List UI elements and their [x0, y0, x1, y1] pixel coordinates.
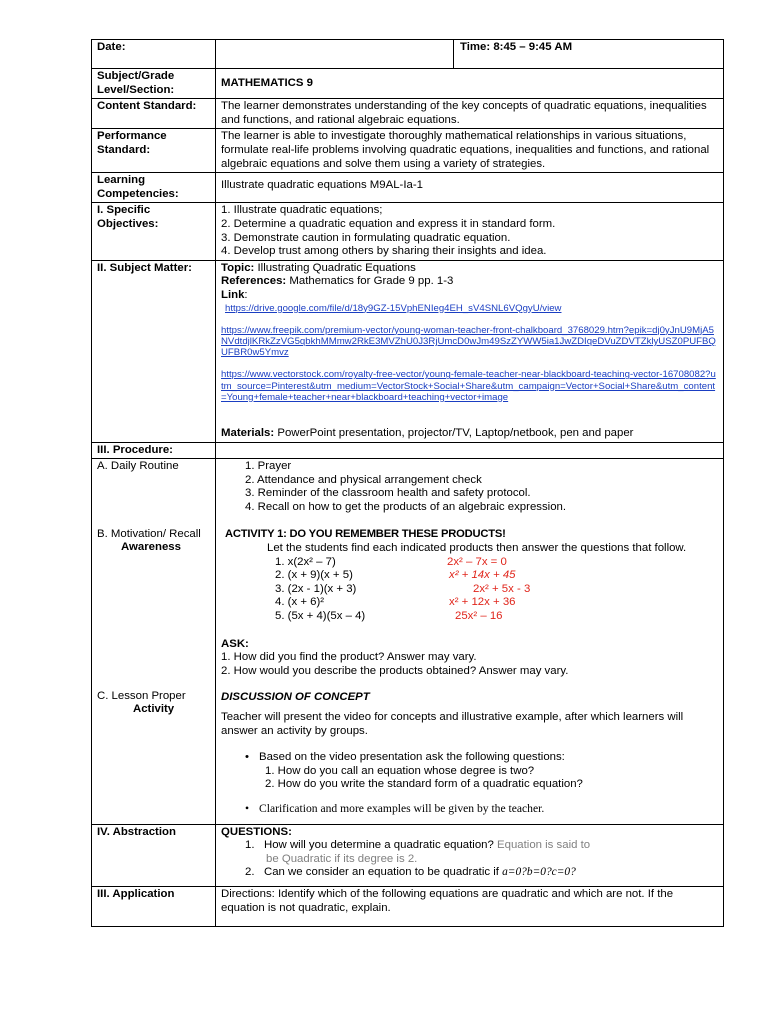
question-answer-continued: be Quadratic if its degree is 2. — [266, 852, 418, 865]
performance-standard-label: Performance Standard: — [92, 129, 216, 173]
references-label: References: — [221, 275, 287, 288]
row-date — [92, 40, 724, 69]
performance-standard-value: The learner is able to investigate thoroughly mathematical relationships in various situations, formulate real-life problems involving quadratic equations, inequalities and functions, and rational algebraic equations and solve them using a variety of strategies. — [216, 129, 724, 173]
materials-line — [221, 427, 718, 441]
question-math: a=0?b=0?c=0? — [502, 866, 576, 879]
abstraction-question-2 — [221, 866, 718, 880]
bullet-video-questions — [221, 751, 718, 765]
discussion-text: Teacher will present the video for concepts and illustrative example, after which learners will answer an activity by groups. — [221, 711, 684, 737]
row-procedure-body — [92, 459, 724, 824]
product-question: 5. (5x + 4)(5x – 4) — [275, 610, 366, 623]
activity-label: Activity — [133, 703, 175, 716]
bullet-clarification — [221, 802, 718, 816]
objective-item: 4. Develop trust among others by sharing their insights and idea. — [221, 245, 547, 258]
link-label: Link — [221, 288, 245, 301]
content-standard-value: The learner demonstrates understanding of the key concepts of quadratic equations, inequalities and functions, and rational algebraic equations. — [216, 99, 724, 129]
product-row — [221, 569, 718, 583]
objective-item: 1. Illustrate quadratic equations; — [221, 204, 383, 217]
reference-link-vectorstock[interactable]: https://www.vectorstock.com/royalty-free-vector/young-female-teacher-near-blackboard-teaching-vector-16708082?utm_source=Pinterest&utm_medium=VectorStock+Social+Share&utm_campaign=Vector+Social+Share&utm_content=Young+female+teacher+near+blackboard+teaching+vector+image — [221, 369, 716, 403]
row-application — [92, 886, 724, 926]
ask-item: 2. How would you describe the products obtained? Answer may vary. — [221, 664, 569, 677]
learning-competencies-label: Learning Competencies: — [92, 173, 216, 203]
reference-link-freepik[interactable]: https://www.freepik.com/premium-vector/young-woman-teacher-front-chalkboard_3768029.htm?epik=dj0yJnU9MjA5NVdtdjlKRkZzVG5qbkhMMmw2RkE3MVZhU0J3RjUmcD0wJm49SzZYWW5ia1JwZDIqeDVuZDVTZklyUSZ0PUFBQUFBR0w5Ymvz — [221, 324, 716, 359]
daily-routine-list — [221, 460, 718, 514]
bullet-dot-icon: • — [245, 751, 249, 764]
activity1-title: ACTIVITY 1: DO YOU REMEMBER THESE PRODUCTS! — [225, 528, 506, 541]
abstraction-label: IV. Abstraction — [92, 824, 216, 886]
questions-label: QUESTIONS: — [221, 825, 292, 838]
row-learning-competencies — [92, 173, 724, 203]
bullet1-sub-item: 1. How do you call an equation whose degree is two? — [265, 764, 535, 777]
product-question: 3. (2x - 1)(x + 3) — [275, 582, 357, 595]
question-text: Can we consider an equation to be quadratic if — [264, 866, 499, 879]
procedure-content — [216, 459, 724, 824]
row-abstraction — [92, 824, 724, 886]
discussion-title: DISCUSSION OF CONCEPT — [221, 691, 370, 704]
date-value — [216, 40, 454, 69]
objective-item: 3. Demonstrate caution in formulating quadratic equation. — [221, 231, 511, 244]
ask-item: 1. How did you find the product? Answer may vary. — [221, 651, 477, 664]
bullet-text: Based on the video presentation ask the following questions: — [259, 751, 565, 764]
bullet1-sub-item: 2. How do you write the standard form of a quadratic equation? — [265, 778, 583, 791]
lesson-plan-sheet — [91, 39, 723, 927]
topic-value: Illustrating Quadratic Equations — [257, 261, 416, 274]
row-subject-matter — [92, 260, 724, 442]
lesson-plan-table — [91, 39, 724, 927]
row-objectives — [92, 203, 724, 260]
product-question: 2. (x + 9)(x + 5) — [275, 569, 353, 582]
references-line — [221, 275, 718, 289]
product-row — [221, 556, 718, 570]
row-procedure — [92, 442, 724, 459]
product-row — [221, 610, 718, 624]
time-label: Time: 8:45 – 9:45 AM — [454, 40, 724, 69]
application-value: Directions: Identify which of the following equations are quadratic and which are not. If the equation is not quadratic, explain. — [216, 886, 724, 926]
products-list — [221, 556, 718, 624]
awareness-label: Awareness — [121, 541, 181, 554]
bullet-text: Clarification and more examples will be given by the teacher. — [259, 801, 545, 815]
subject-label: Subject/Grade Level/Section: — [92, 69, 216, 99]
topic-label: Topic: — [221, 261, 255, 274]
question-text: How will you determine a quadratic equation? — [264, 839, 494, 852]
content-standard-label: Content Standard: — [92, 99, 216, 129]
date-label: Date: — [92, 40, 216, 69]
product-row — [221, 583, 718, 597]
product-answer: 2x² – 7x = 0 — [447, 555, 507, 568]
reference-link-drive[interactable]: https://drive.google.com/file/d/18y9GZ-15VphENIeg4EH_sV4SNL6VQgyU/view — [225, 302, 562, 314]
bullet-dot-icon: • — [245, 801, 250, 815]
motivation-label: B. Motivation/ Recall — [97, 527, 201, 540]
link-colon: : — [244, 288, 248, 301]
product-answer: x² + 12x + 36 — [449, 596, 516, 609]
application-label: III. Application — [92, 886, 216, 926]
learning-competencies-value: Illustrate quadratic equations M9AL-Ia-1 — [216, 173, 724, 203]
routine-item: 2. Attendance and physical arrangement check — [245, 473, 482, 486]
product-answer: 2x² + 5x - 3 — [473, 582, 531, 595]
row-content-standard — [92, 99, 724, 129]
procedure-labels — [92, 459, 216, 824]
question-answer: Equation is said to — [497, 839, 591, 852]
objective-item: 2. Determine a quadratic equation and express it in standard form. — [221, 217, 556, 230]
ask-label: ASK: — [221, 637, 249, 650]
references-value: Mathematics for Grade 9 pp. 1-3 — [289, 275, 454, 288]
lesson-proper-label: C. Lesson Proper — [97, 689, 186, 702]
objectives-label: I. Specific Objectives: — [92, 203, 216, 260]
procedure-label: III. Procedure: — [92, 442, 216, 459]
product-question: 4. (x + 6)² — [275, 596, 325, 609]
abstraction-content — [216, 824, 724, 886]
subject-matter-label: II. Subject Matter: — [92, 260, 216, 442]
routine-item: 4. Recall on how to get the products of an algebraic expression. — [245, 500, 567, 513]
product-answer: 25x² – 16 — [455, 610, 503, 623]
question-number: 1. — [245, 839, 255, 852]
activity1-instruction: Let the students find each indicated products then answer the questions that follow. — [267, 542, 687, 555]
row-subject — [92, 69, 724, 99]
routine-item: 1. Prayer — [245, 460, 292, 473]
objectives-list — [216, 203, 724, 260]
question-number: 2. — [245, 866, 255, 879]
link-line — [221, 289, 718, 303]
subject-value: MATHEMATICS 9 — [216, 69, 724, 99]
product-answer: x² + 14x + 45 — [449, 569, 516, 582]
subject-matter-content — [216, 260, 724, 442]
routine-item: 3. Reminder of the classroom health and safety protocol. — [245, 487, 531, 500]
topic-line — [221, 262, 718, 276]
daily-routine-label: A. Daily Routine — [97, 460, 179, 473]
product-row — [221, 596, 718, 610]
product-question: 1. x(2x² – 7) — [275, 555, 336, 568]
materials-value: PowerPoint presentation, projector/TV, Laptop/netbook, pen and paper — [277, 426, 634, 439]
abstraction-question-1 — [221, 839, 718, 853]
materials-label: Materials: — [221, 426, 275, 439]
row-performance-standard — [92, 129, 724, 173]
